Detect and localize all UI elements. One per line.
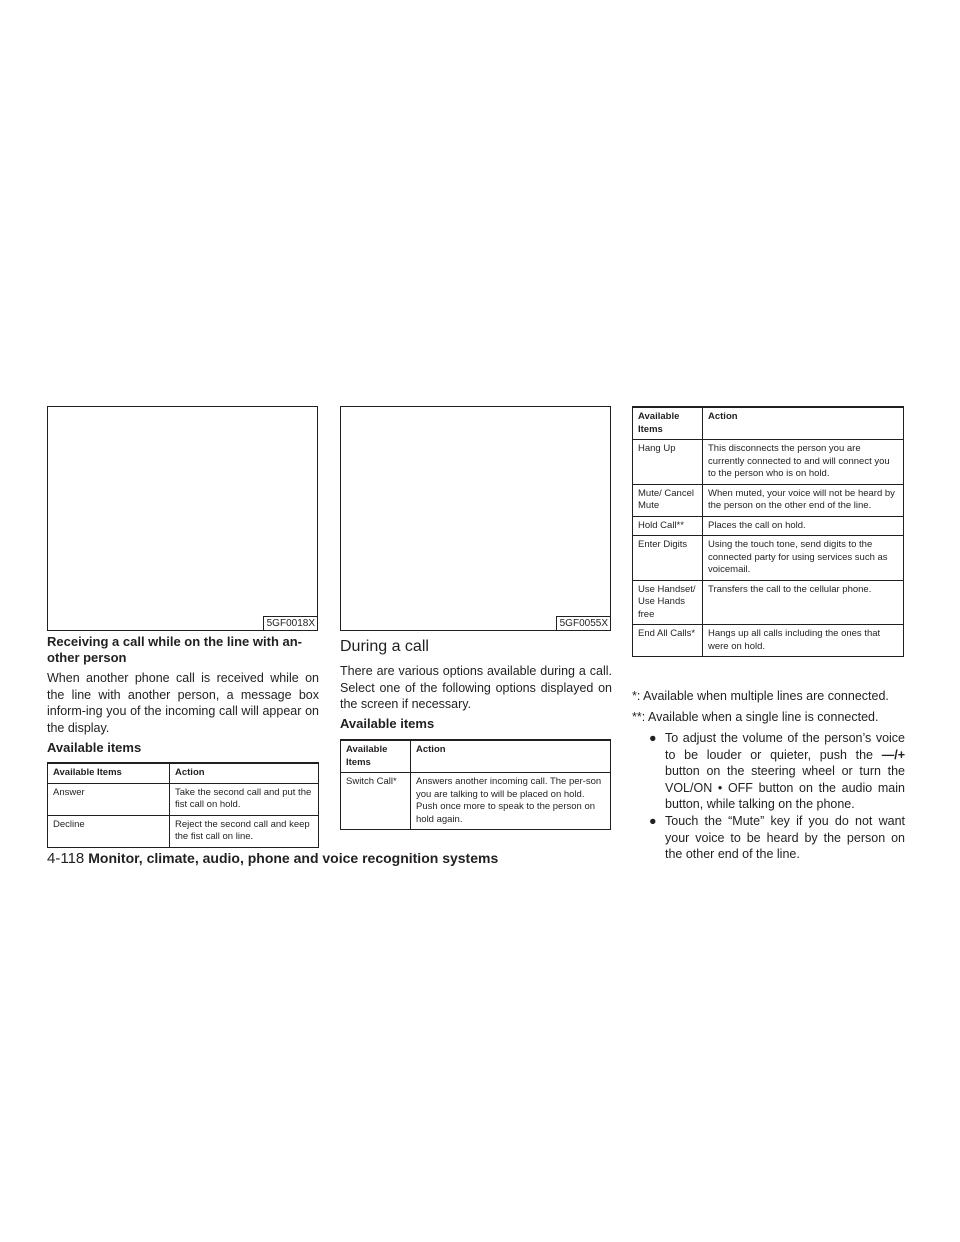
bullet-adjust-volume (649, 730, 905, 813)
table-row (341, 773, 611, 830)
table-row (633, 484, 904, 516)
table-cell: Hold Call** (633, 516, 703, 536)
table-receiving-call (47, 762, 319, 848)
table-call-options (632, 406, 904, 657)
table-row (633, 516, 904, 536)
figure-during-call (340, 406, 611, 631)
bullet-text: Touch the “Mute” key if you do not want your voice to be heard by the person on the other end of the line. (665, 814, 905, 861)
heading-line: other person (47, 650, 127, 665)
table-cell: Answer (53, 786, 85, 798)
figure-code: 5GF0018X (263, 616, 317, 630)
footnote-single-line: **: Available when a single line is connected. (632, 710, 879, 724)
table-header: Action (411, 740, 611, 773)
section-heading-receiving-call (47, 634, 319, 666)
table-cell: End All Calls* (633, 625, 703, 657)
table-header: Action (170, 763, 319, 783)
bullet-mute (649, 813, 905, 863)
heading-line: Receiving a call while on the line with an- (47, 634, 302, 649)
table-cell: Reject the second call and keep the fist call on line. (170, 815, 319, 847)
footnote-multiple-lines: *: Available when multiple lines are connected. (632, 689, 889, 703)
page-footer (47, 849, 498, 868)
table-row (633, 625, 904, 657)
paragraph-during-call: There are various options available during a call. Select one of the following options displayed on the screen if necessary. (340, 664, 612, 711)
table-cell: This disconnects the person you are currently connected to and will connect you to the person who is on hold. (703, 440, 904, 485)
table-header: Available Items (48, 763, 170, 783)
bullet-text: To adjust the volume of the person’s voice to be louder or quieter, push the (665, 731, 905, 762)
table-cell: Answers another incoming call. The per-son you are talking to will be placed on hold. Push once more to speak to the person on hold again. (411, 773, 611, 830)
table-header: Available Items (633, 407, 703, 440)
table-header: Available Items (341, 740, 411, 773)
table-cell: Using the touch tone, send digits to the connected party for using services such as voicemail. (703, 536, 904, 581)
table-cell: Enter Digits (633, 536, 703, 581)
table-row (633, 440, 904, 485)
table-cell: Hang Up (638, 443, 676, 454)
table-cell: Transfers the call to the cellular phone. (703, 580, 904, 625)
figure-receiving-call (47, 406, 318, 631)
table-during-call (340, 739, 611, 830)
table-cell: Places the call on hold. (703, 516, 904, 536)
bullet-icon: ● (649, 731, 657, 745)
table-cell: Take the second call and put the fist call on hold. (170, 783, 319, 815)
table-cell: Mute/ Cancel Mute (633, 484, 703, 516)
table-cell: Decline (48, 815, 170, 847)
table-cell: Switch Call* (346, 776, 397, 787)
bullet-text: button on the steering wheel or turn the VOL/ON • OFF button on the audio main button, while talking on the phone. (665, 764, 905, 811)
paragraph-receiving-call: When another phone call is received while on the line with another person, a message box inform-ing you of the incoming call will appear on the display. (47, 671, 319, 735)
table-cell: Use Handset/ Use Hands free (633, 580, 703, 625)
table-cell: When muted, your voice will not be heard by the person on the other end of the line. (703, 484, 904, 516)
subheading-available-items: Available items (47, 740, 142, 755)
table-cell: Hangs up all calls including the ones that were on hold. (703, 625, 904, 657)
table-header: Action (703, 407, 904, 440)
bullet-icon: ● (649, 814, 657, 828)
page-number: 4-118 (47, 850, 85, 867)
table-row (48, 783, 319, 815)
volume-button-label: —/+ (881, 747, 905, 762)
table-row (633, 580, 904, 625)
section-heading-during-call: During a call (340, 638, 429, 655)
table-row (48, 815, 319, 847)
subheading-available-items: Available items (340, 716, 435, 731)
table-row (633, 536, 904, 581)
chapter-title: Monitor, climate, audio, phone and voice recognition systems (88, 850, 499, 866)
figure-code: 5GF0055X (556, 616, 610, 630)
